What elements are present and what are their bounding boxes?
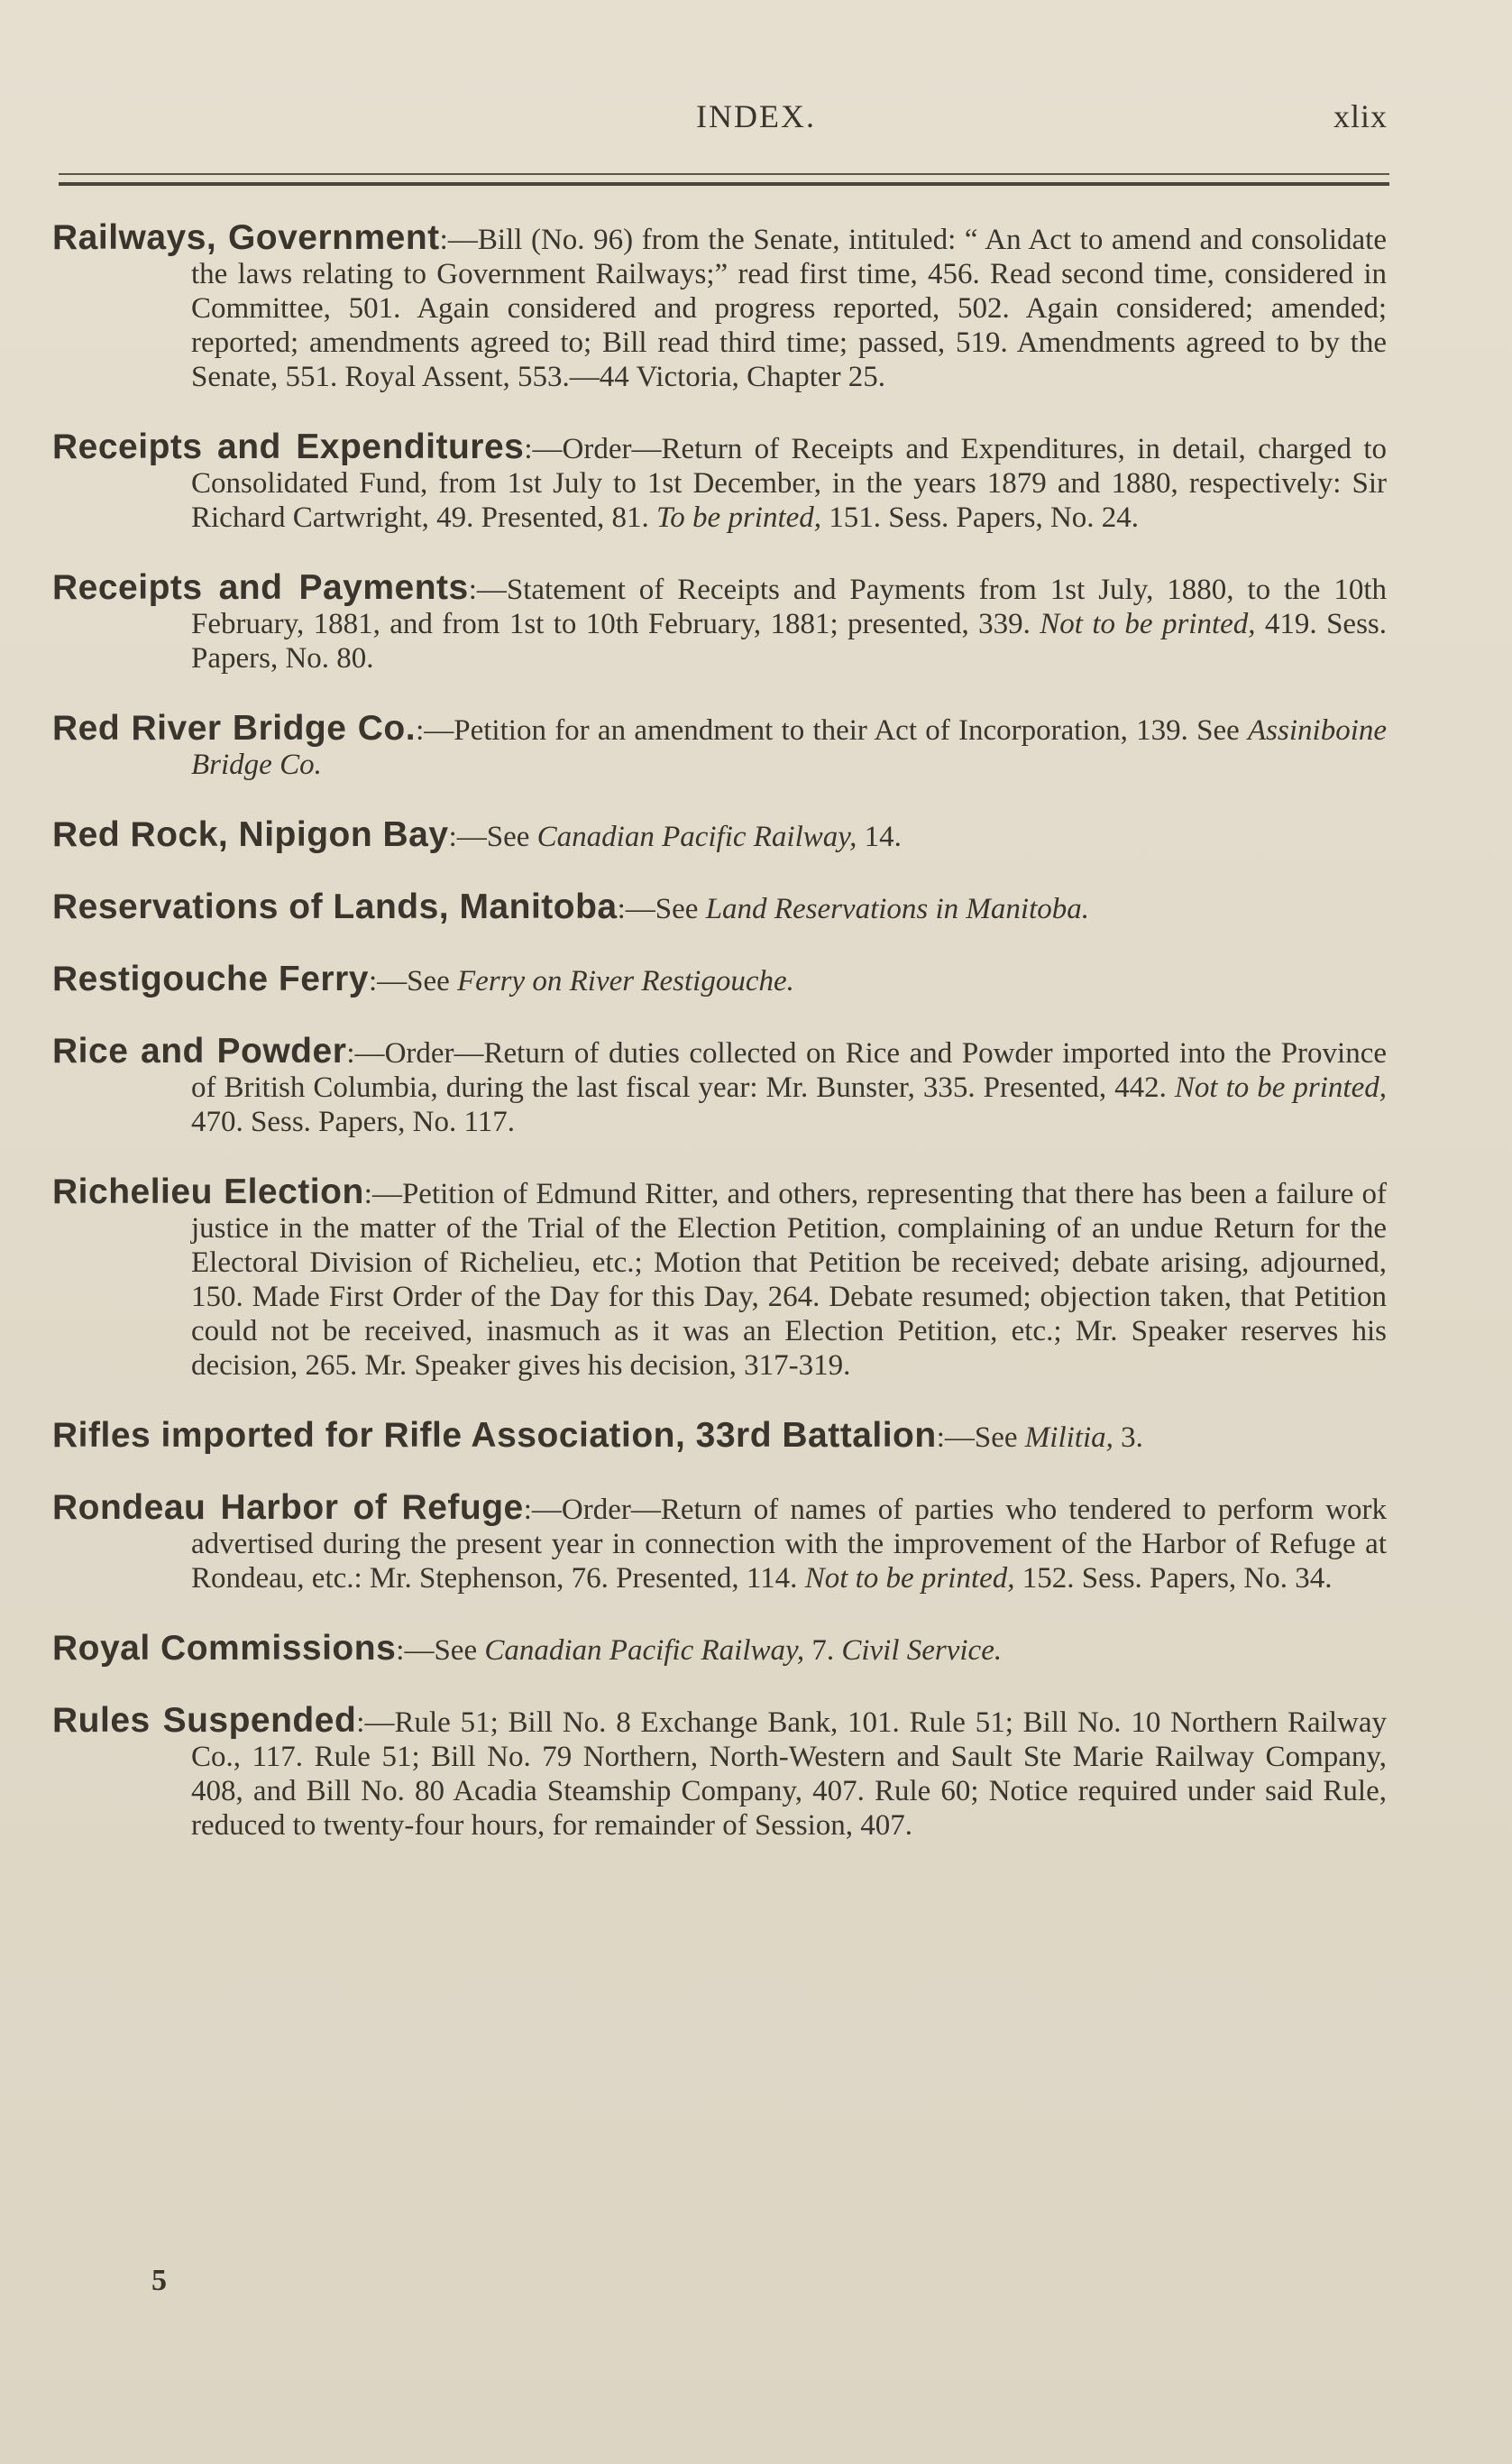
index-entry <box>52 568 1387 676</box>
entry-italic-text: Not to be printed, <box>804 1562 1015 1595</box>
entry-text: Statement of Receipts and Payments from 1st July, 1880, to the 10th February, 1881, and from 1st to 10th February, 1881; presented, 339. <box>191 574 1387 640</box>
index-entry <box>52 1034 1387 1139</box>
entry-text: Petition for an amendment to their Act of Incorporation, 139. See <box>454 714 1249 747</box>
page-title: INDEX. <box>696 98 816 134</box>
index-entry <box>52 709 1388 782</box>
entry-heading: Red River Bridge Co. <box>52 709 417 748</box>
entry-separator: :— <box>524 433 563 465</box>
entry-heading: Rondeau Harbor of Refuge <box>52 1488 524 1527</box>
entry-separator: :— <box>617 893 655 925</box>
entry-text: See <box>486 821 537 853</box>
entry-heading: Railways, Government <box>52 218 440 257</box>
entry-italic-text: Not to be printed, <box>1174 1071 1387 1104</box>
header-rule-thick <box>59 182 1389 186</box>
entry-text: See <box>655 893 706 925</box>
entry-italic-text: Militia, <box>1024 1421 1113 1454</box>
entry-italic-text: Land Reservations in Manitoba. <box>705 893 1089 925</box>
entry-tail: 419. Sess. Papers, No. 80. <box>191 608 1387 675</box>
entry-heading: Rice and Powder <box>52 1032 347 1071</box>
entry-separator: :— <box>523 1494 562 1526</box>
index-entry <box>52 1172 1387 1383</box>
index-entry <box>52 218 1387 394</box>
entry-text: Order—Return of names of parties who tendered to perform work advertised during the present year in connection with the improvement of the Harbor of Refuge at Rondeau, etc.: Mr. Stephenson, 76. Presented, 114. <box>191 1494 1387 1595</box>
entry-separator: :— <box>468 574 507 606</box>
entry-heading: Reservations of Lands, Manitoba <box>52 887 618 926</box>
entry-separator: :— <box>346 1037 385 1070</box>
entry-heading: Restigouche Ferry <box>52 960 369 998</box>
entry-italic-text: Not to be printed, <box>1040 608 1256 640</box>
entry-heading: Receipts and Payments <box>52 568 469 607</box>
entry-text: Petition of Edmund Ritter, and others, representing that there has been a failure of justice in the matter of the Trial of the Election Petition, complaining of an undue Return for the Electoral Division of Richelieu, etc.; Motion that Petition be received; debate arising, adjourned, 150. Made First Order of the Day for this Day, 264. Debate resumed; objection taken, that Petition could not be received, inasmuch as it was an Election Petition, etc.; Mr. Speaker reserves his decision, 265. Mr. Speaker gives his decision, 317-319. <box>191 1178 1387 1382</box>
entry-tail: 14. <box>857 821 902 853</box>
entry-italic-text: To be printed, <box>655 501 822 534</box>
entry-italic-text: Assiniboine Bridge Co. <box>191 714 1388 781</box>
entry-italic-text-2: Civil Service. <box>841 1634 1003 1667</box>
entry-heading: Rifles imported for Rifle Association, 33rd Battalion <box>52 1416 937 1455</box>
entry-separator: :— <box>416 714 454 747</box>
entry-separator: :— <box>356 1706 395 1739</box>
index-entry <box>52 887 1387 926</box>
index-entry <box>52 430 1387 535</box>
entry-tail: 3. <box>1113 1421 1143 1454</box>
index-entry <box>52 1629 1387 1668</box>
index-entries <box>52 218 1388 1843</box>
entry-separator: :— <box>448 821 487 853</box>
entry-heading: Red Rock, Nipigon Bay <box>52 815 449 854</box>
entry-separator: :— <box>368 965 408 998</box>
index-entry <box>52 1488 1387 1595</box>
running-head <box>0 97 1512 152</box>
entry-italic-text: Ferry on River Restigouche. <box>457 965 794 998</box>
page-number: xlix <box>1333 98 1388 134</box>
entry-separator: :— <box>439 224 478 256</box>
entry-separator: :— <box>363 1178 402 1210</box>
entry-italic-text: Canadian Pacific Railway, <box>484 1634 805 1667</box>
header-rule-thin <box>59 173 1389 175</box>
index-entry <box>52 1701 1388 1843</box>
signature-mark: 5 <box>151 2264 167 2297</box>
entry-tail: 152. Sess. Papers, No. 34. <box>1014 1562 1333 1595</box>
entry-heading: Receipts and Expenditures <box>52 428 525 466</box>
entry-heading: Royal Commissions <box>52 1629 397 1668</box>
entry-tail: 470. Sess. Papers, No. 117. <box>191 1106 516 1138</box>
entry-text: Rule 51; Bill No. 8 Exchange Bank, 101. Rule 51; Bill No. 10 Northern Railway Co., 117. Rule 51; Bill No. 79 Northern, North-Western and Sault Ste Marie Railway Company, 408, and Bill No. 80 Acadia Steamship Company, 407. Rule 60; Notice required under said Rule, reduced to twenty-four hours, for remainder of Session, 407. <box>191 1706 1388 1842</box>
entry-text: See <box>434 1634 485 1667</box>
entry-heading: Rules Suspended <box>52 1701 357 1740</box>
index-entry <box>52 1416 1387 1455</box>
entry-tail: 7. <box>804 1634 842 1667</box>
entry-text: See <box>407 965 458 998</box>
index-entry <box>52 962 1387 998</box>
entry-tail: 151. Sess. Papers, No. 24. <box>821 501 1140 534</box>
entry-separator: :— <box>936 1421 975 1454</box>
entry-heading: Richelieu Election <box>52 1172 364 1211</box>
entry-text: See <box>974 1421 1025 1454</box>
index-entry <box>52 815 1387 854</box>
entry-text: Order—Return of duties collected on Rice and Powder imported into the Province of British Columbia, during the last fiscal year: Mr. Bunster, 335. Presented, 442. <box>191 1037 1387 1104</box>
entry-separator: :— <box>396 1634 435 1667</box>
entry-text: Bill (No. 96) from the Senate, intituled: “ An Act to amend and consolidate the laws relating to Government Railways;” read first time, 456. Read second time, considered in Committee, 501. Again considered and progress reported, 502. Again considered; amended; reported; amendments agreed to; Bill read third time; passed, 519. Amendments agreed to by the Senate, 551. Royal Assent, 553.—44 Victoria, Chapter 25. <box>191 224 1387 393</box>
entry-italic-text: Canadian Pacific Railway, <box>536 821 857 853</box>
entry-text: Order—Return of Receipts and Expenditures, in detail, charged to Consolidated Fund, from 1st July to 1st December, in the years 1879 and 1880, respectively: Sir Richard Cartwright, 49. Presented, 81. <box>191 433 1387 534</box>
